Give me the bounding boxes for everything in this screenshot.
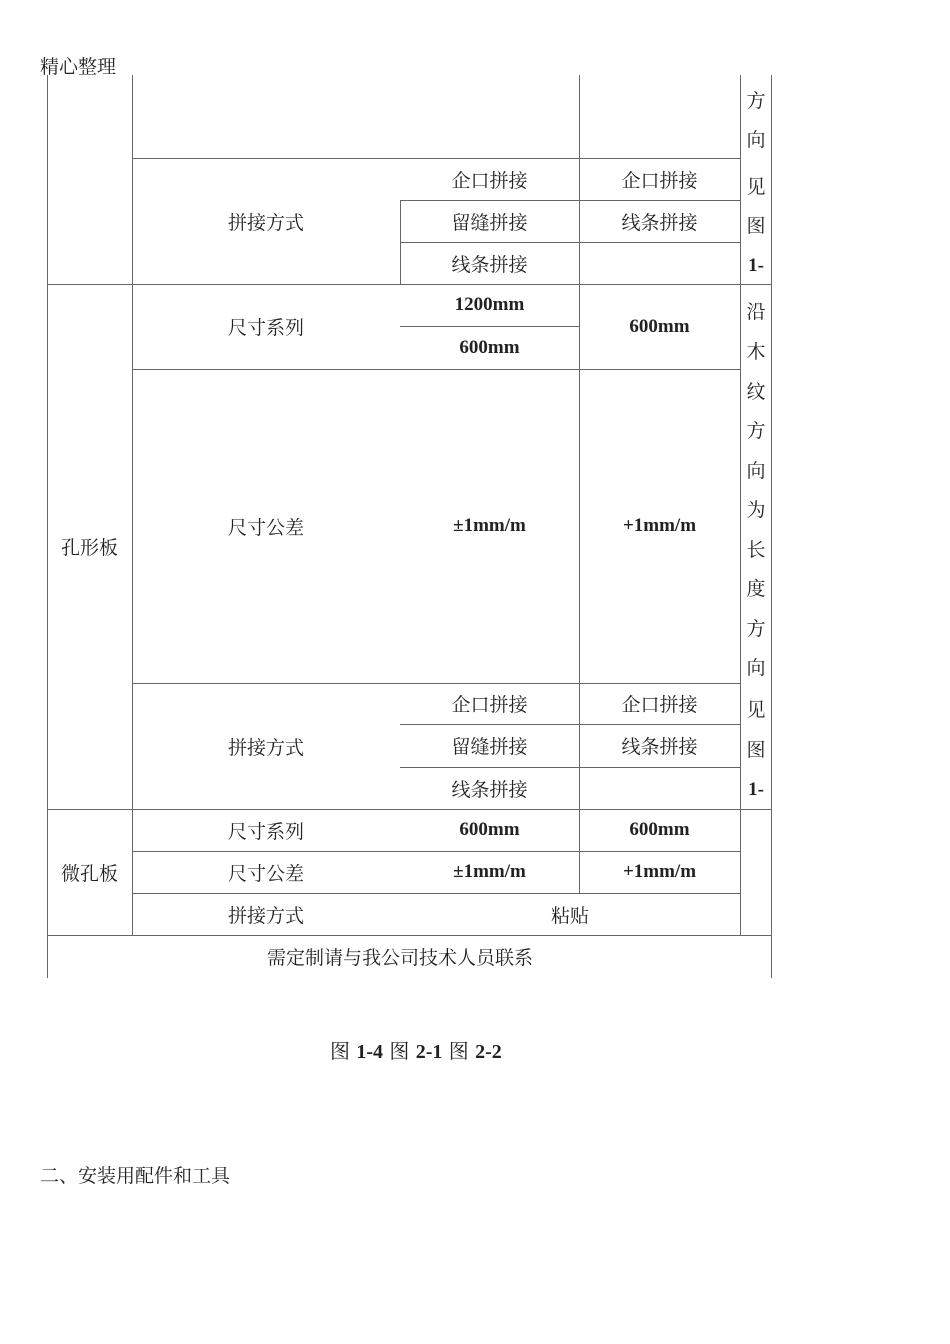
figure-ref-char: 图 <box>746 739 766 761</box>
figure-ref-char: 图 <box>746 215 766 237</box>
caption-prefix: 图 <box>383 1039 416 1063</box>
joint-option: 企口拼接 <box>621 694 698 716</box>
size-value: 1200mm <box>454 294 525 315</box>
size-note-char: 向 <box>746 460 766 482</box>
size-note-char: 纹 <box>746 381 766 403</box>
joint-option: 线条拼接 <box>451 253 528 276</box>
joint-option: 线条拼接 <box>621 211 698 234</box>
size-series-label: 尺寸系列 <box>227 317 304 339</box>
tolerance-value: ±1mm/m <box>453 515 526 536</box>
joint-method-label: 拼接方式 <box>227 211 304 234</box>
joint-method-label: 拼接方式 <box>227 736 304 759</box>
size-value: 600mm <box>459 819 520 840</box>
size-note-char: 向 <box>746 657 766 679</box>
caption-prefix: 图 <box>330 1039 357 1063</box>
size-value: 600mm <box>629 315 690 337</box>
figure-ref-char: 见 <box>746 699 766 721</box>
joint-option: 企口拼接 <box>451 169 528 192</box>
direction-note-char: 方 <box>746 90 766 112</box>
size-note-char: 度 <box>746 578 766 600</box>
custom-order-note: 需定制请与我公司技术人员联系 <box>267 946 534 969</box>
tolerance-label: 尺寸公差 <box>227 862 304 885</box>
size-value: 600mm <box>459 336 520 358</box>
joint-method-label: 拼接方式 <box>227 904 304 927</box>
size-note-char: 长 <box>746 539 766 561</box>
joint-option: 企口拼接 <box>621 169 698 192</box>
direction-note-char: 向 <box>746 129 766 151</box>
figure-ref-char: 1- <box>748 779 764 800</box>
joint-option: 企口拼接 <box>451 694 528 716</box>
joint-method-value: 粘贴 <box>550 904 589 927</box>
tolerance-value: +1mm/m <box>622 515 697 536</box>
product-name-weikong: 微孔板 <box>60 862 118 885</box>
size-note-char: 方 <box>746 618 766 640</box>
joint-option: 留缝拼接 <box>451 211 528 234</box>
product-name-kongxing: 孔形板 <box>60 537 118 559</box>
tolerance-value: +1mm/m <box>622 861 697 882</box>
tolerance-label: 尺寸公差 <box>227 516 304 539</box>
joint-option: 留缝拼接 <box>451 736 528 758</box>
size-note-char: 为 <box>746 499 766 521</box>
size-note-char: 木 <box>746 341 766 363</box>
size-series-label: 尺寸系列 <box>227 820 304 843</box>
figure-ref-char: 1- <box>748 255 764 276</box>
figure-ref-char: 见 <box>746 176 766 198</box>
tolerance-value: ±1mm/m <box>453 861 526 882</box>
figure-number: 1-4 <box>356 1041 384 1063</box>
caption-prefix: 图 <box>442 1039 476 1063</box>
page-header: 精心整理 <box>40 56 117 78</box>
size-note-char: 方 <box>746 420 766 442</box>
figure-caption <box>330 1035 502 1064</box>
joint-option: 线条拼接 <box>451 778 528 801</box>
size-note-char: 沿 <box>746 301 766 323</box>
figure-number: 2-1 <box>415 1041 443 1063</box>
section-heading: 二、安装用配件和工具 <box>40 1165 231 1187</box>
joint-option: 线条拼接 <box>621 736 698 758</box>
size-value: 600mm <box>629 819 690 840</box>
figure-number: 2-2 <box>475 1041 502 1063</box>
